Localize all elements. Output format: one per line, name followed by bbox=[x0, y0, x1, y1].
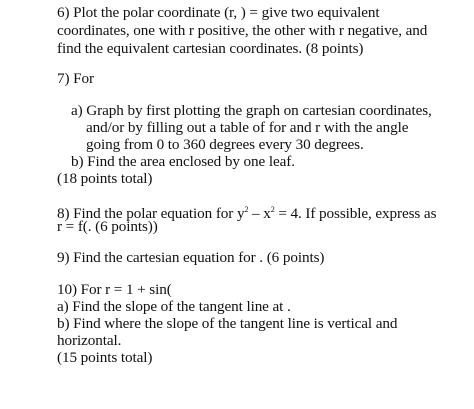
q10-total: (15 points total) bbox=[57, 349, 153, 366]
q7-a-line-3: going from 0 to 360 degrees every 30 degrees. bbox=[86, 136, 364, 153]
q10-a: a) Find the slope of the tangent line at . bbox=[57, 298, 291, 315]
q10-b-line-1: b) Find where the slope of the tangent line is vertical and bbox=[57, 315, 398, 332]
q10-line-1: 10) For r = 1 + sin( bbox=[57, 281, 172, 298]
q10-b-line-2: horizontal. bbox=[57, 332, 122, 349]
q6-line-1: 6) Plot the polar coordinate (r, ) = give two equivalent bbox=[57, 4, 380, 21]
q8-line-1-mid: – x bbox=[248, 205, 271, 222]
q7-a-line-2: and/or by filling out a table of for and r with the angle bbox=[86, 119, 409, 136]
q9-line-1: 9) Find the cartesian equation for . (6 points) bbox=[57, 249, 325, 266]
q6-line-2: coordinates, one with r positive, the other with r negative, and bbox=[57, 22, 428, 39]
q7-b-line-1: b) Find the area enclosed by one leaf. bbox=[71, 153, 295, 170]
q8-exponent-2: 2 bbox=[270, 205, 275, 214]
q6-line-3: find the equivalent cartesian coordinates. (8 points) bbox=[57, 40, 364, 57]
q7-header: 7) For bbox=[57, 70, 94, 87]
q8-line-1-pre: 8) Find the polar equation for y bbox=[57, 205, 245, 222]
q8-line-1-post: = 4. If possible, express as bbox=[274, 205, 437, 222]
q8-exponent-1: 2 bbox=[244, 205, 249, 214]
q8-line-2: r = f(. (6 points)) bbox=[57, 218, 158, 235]
q7-total: (18 points total) bbox=[57, 170, 153, 187]
q7-a-line-1: a) Graph by first plotting the graph on cartesian coordinates, bbox=[71, 102, 432, 119]
